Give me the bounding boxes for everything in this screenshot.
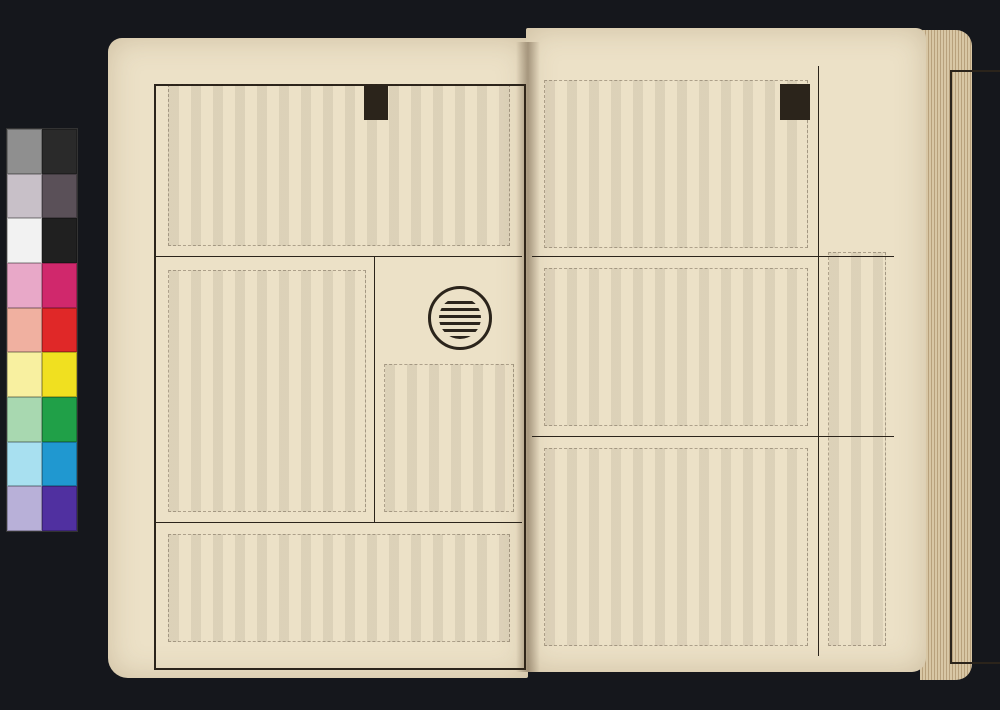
color-swatch [42, 218, 77, 263]
right-margin-text-block [828, 252, 886, 646]
left-middle-text-block [168, 270, 366, 512]
color-swatch [42, 263, 77, 308]
color-swatch [7, 174, 42, 219]
left-top-text-block [168, 84, 510, 246]
family-crest-icon [428, 286, 492, 350]
color-swatch [7, 218, 42, 263]
left-divider-1 [154, 256, 522, 257]
left-bottom-text-block [168, 534, 510, 642]
right-middle-text-block [544, 268, 808, 426]
black-tab-mark-right [780, 84, 810, 120]
color-swatch [42, 174, 77, 219]
right-page-frame [950, 70, 1000, 664]
color-swatch [7, 352, 42, 397]
color-swatch [7, 442, 42, 487]
right-top-text-block [544, 80, 808, 248]
left-column-rule [374, 256, 375, 522]
color-swatch [42, 352, 77, 397]
black-tab-mark-left [364, 86, 388, 120]
color-swatch [42, 397, 77, 442]
right-bottom-text-block [544, 448, 808, 646]
left-crest-text-block [384, 364, 514, 512]
color-swatch [7, 308, 42, 353]
color-swatch [7, 486, 42, 531]
right-column-rule [818, 66, 819, 656]
color-swatch [42, 486, 77, 531]
color-swatch [42, 442, 77, 487]
open-book [108, 24, 978, 684]
color-calibration-card [6, 128, 78, 532]
left-divider-2 [154, 522, 522, 523]
color-swatch [7, 129, 42, 174]
color-swatch [42, 129, 77, 174]
color-swatch [7, 397, 42, 442]
book-gutter [516, 42, 540, 672]
color-swatch [42, 308, 77, 353]
color-swatch [7, 263, 42, 308]
